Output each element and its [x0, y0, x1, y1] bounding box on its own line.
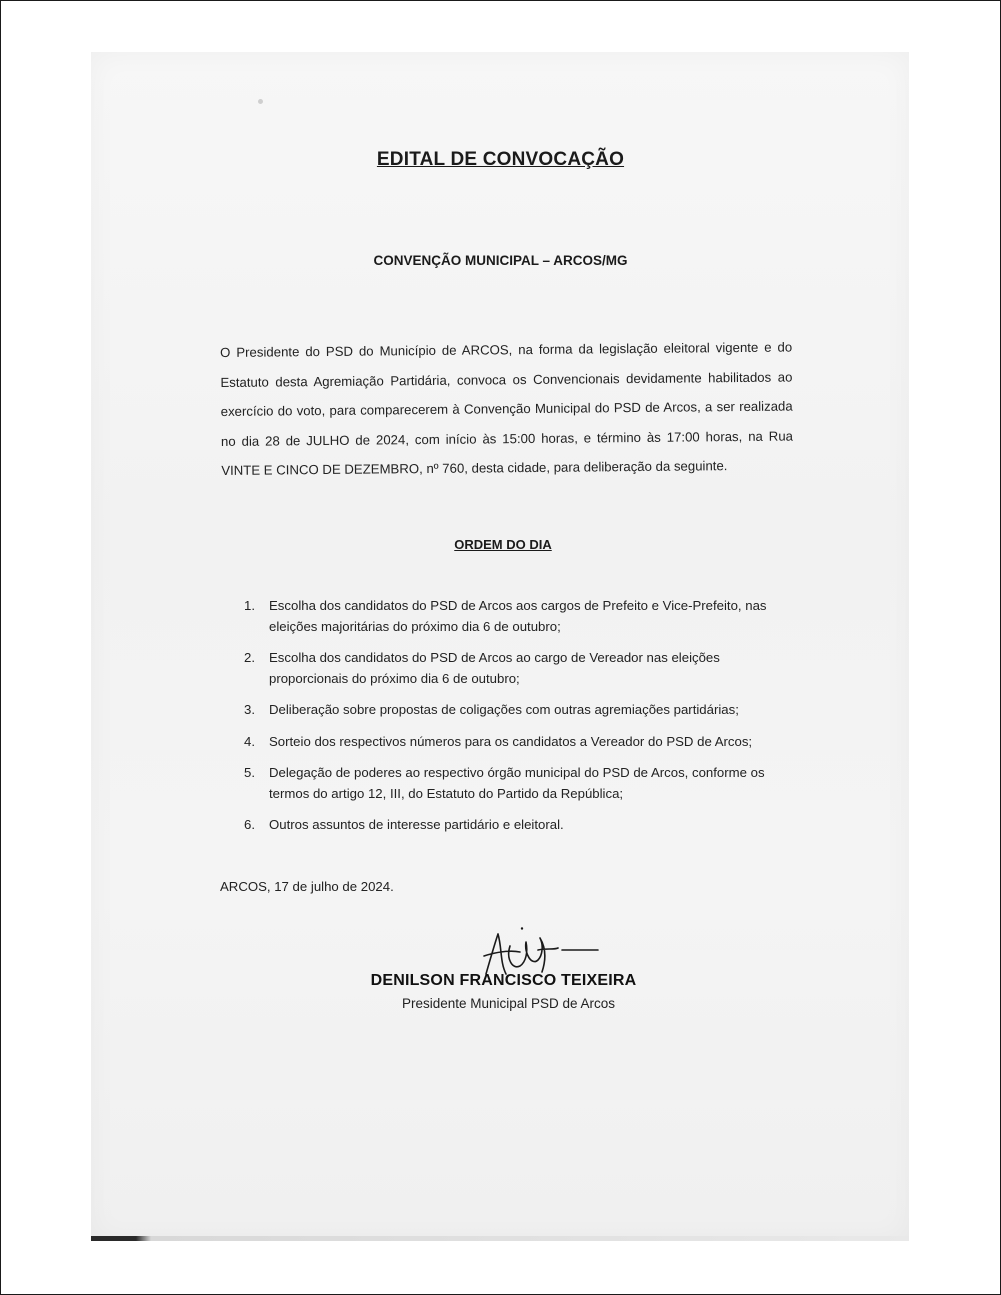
agenda-item — [240, 732, 780, 753]
intro-paragraph: O Presidente do PSD do Município de ARCOS, na forma da legislação eleitoral vigente e do Estatuto desta Agremiação Partidária, convoca os Convencionais devidamente habilitados ao exercício do voto, para comparecerem à Convenção Municipal do PSD de Arcos, a ser realizada no dia 28 de JULHO de 2024, com início às 15:00 horas, e término às 17:00 horas, na Rua VINTE E CINCO DE DEZEMBRO, nº 760, desta cidade, para deliberação da seguinte. — [220, 339, 794, 478]
agenda-item-number: 3. — [244, 702, 255, 717]
date-line: ARCOS, 17 de julho de 2024. — [220, 879, 394, 894]
agenda-item — [240, 700, 780, 721]
agenda-item-number: 5. — [244, 765, 255, 780]
agenda-item-number: 6. — [244, 817, 255, 832]
document-title: EDITAL DE CONVOCAÇÃO — [376, 149, 625, 170]
signer-role: Presidente Municipal PSD de Arcos — [401, 996, 616, 1011]
sheet-bottom-edge — [91, 1236, 909, 1241]
agenda-item-text: Escolha dos candidatos do PSD de Arcos aos cargos de Prefeito e Vice-Prefeito, nas eleições majoritárias do próximo dia 6 de outubro; — [269, 598, 767, 634]
agenda-heading: ORDEM DO DIA — [454, 537, 552, 552]
agenda-item-number: 4. — [244, 733, 255, 749]
agenda-item — [240, 596, 780, 637]
agenda-item-number: 1. — [244, 598, 255, 613]
agenda-list — [240, 596, 780, 847]
agenda-item-text: Escolha dos candidatos do PSD de Arcos ao cargo de Vereador nas eleições proporcionais do próximo dia 6 de outubro; — [269, 650, 720, 686]
agenda-item — [240, 763, 780, 804]
agenda-item-text: Delegação de poderes ao respectivo órgão municipal do PSD de Arcos, conforme os termos do artigo 12, III, do Estatuto do Partido da República; — [269, 765, 765, 801]
agenda-item-number: 2. — [244, 650, 255, 665]
agenda-item — [240, 815, 780, 836]
agenda-item-text: Sorteio dos respectivos números para os candidatos a Vereador do PSD de Arcos; — [269, 733, 753, 749]
agenda-item-text: Outros assuntos de interesse partidário e eleitoral. — [269, 817, 564, 832]
document-subtitle: CONVENÇÃO MUNICIPAL – ARCOS/MG — [373, 253, 628, 268]
signer-name: DENILSON FRANCISCO TEIXEIRA — [370, 972, 637, 989]
agenda-item-text: Deliberação sobre propostas de coligações com outras agremiações partidárias; — [269, 702, 739, 717]
agenda-item — [240, 648, 780, 689]
scan-speck — [258, 99, 263, 104]
